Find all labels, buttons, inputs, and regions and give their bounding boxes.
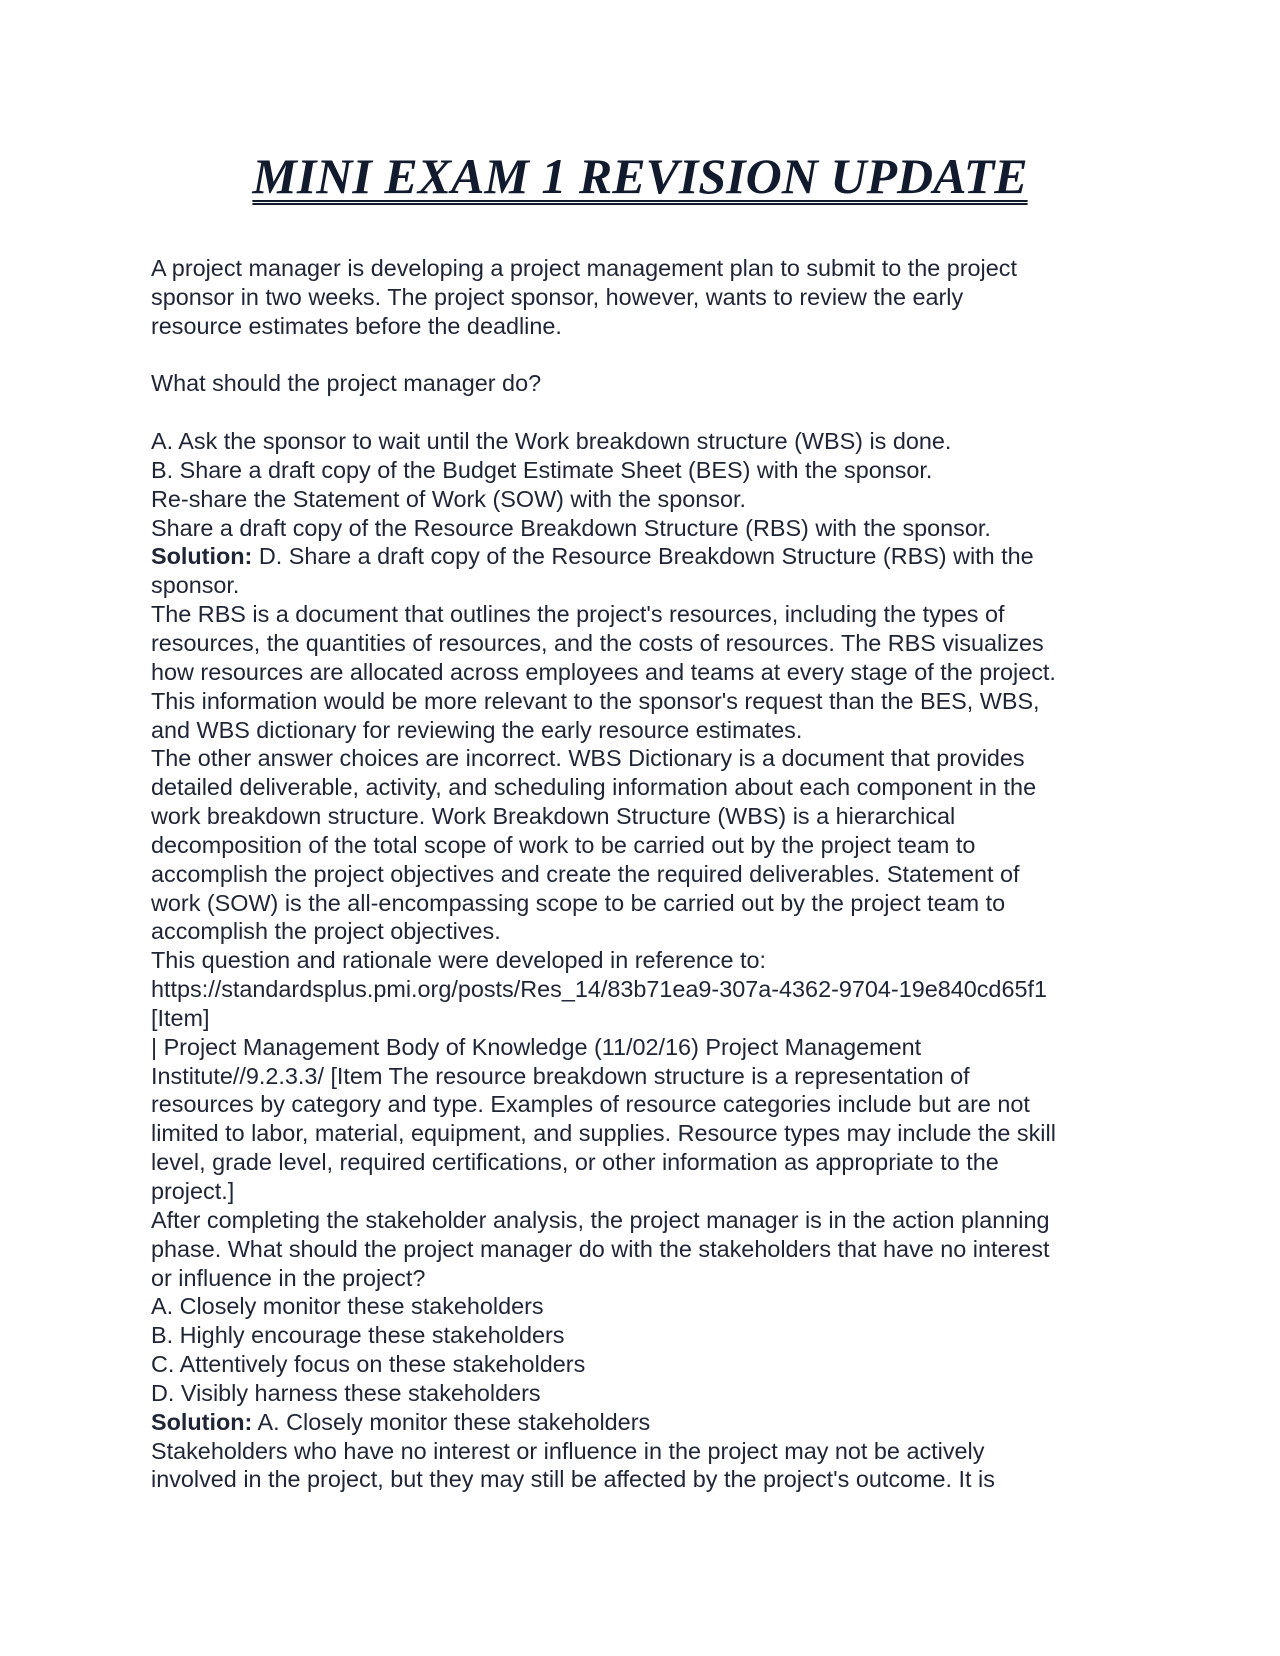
spacer bbox=[151, 398, 1131, 427]
q1-solution-cont: sponsor. bbox=[151, 572, 240, 599]
q1-solution-label: Solution: bbox=[151, 543, 253, 570]
q1-option: Share a draft copy of the Resource Breakdown Structure (RBS) with the sponsor. bbox=[151, 514, 991, 541]
q1-explanation-line: level, grade level, required certifications, or other information as appropriate to the bbox=[151, 1149, 999, 1176]
q2-explanation-line: involved in the project, but they may still be affected by the project's outcome. It is bbox=[151, 1466, 995, 1493]
q1-explanation-line: work breakdown structure. Work Breakdown Structure (WBS) is a hierarchical bbox=[151, 803, 956, 830]
q1-explanation-line: how resources are allocated across employees and teams at every stage of the project. bbox=[151, 658, 1056, 685]
q1-explanation-line: limited to labor, material, equipment, and supplies. Resource types may include the skill bbox=[151, 1120, 1056, 1147]
q1-option: Re-share the Statement of Work (SOW) with the sponsor. bbox=[151, 485, 746, 512]
q2-question-line: After completing the stakeholder analysis, the project manager is in the action planning bbox=[151, 1206, 1050, 1233]
q2-solution-label: Solution: bbox=[151, 1408, 253, 1435]
q1-intro-line: resource estimates before the deadline. bbox=[151, 312, 562, 339]
q1-intro-line: sponsor in two weeks. The project sponsor, however, wants to review the early bbox=[151, 283, 964, 310]
q1-explanation-line: The RBS is a document that outlines the project's resources, including the types of bbox=[151, 601, 1005, 628]
q2-option: D. Visibly harness these stakeholders bbox=[151, 1379, 541, 1406]
q1-explanation-line: detailed deliverable, activity, and scheduling information about each component in the bbox=[151, 774, 1037, 801]
q1-explanation-line: [Item] bbox=[151, 1004, 210, 1031]
q2-solution bbox=[151, 1408, 1131, 1437]
q1-explanation-line: This information would be more relevant to the sponsor's request than the BES, WBS, bbox=[151, 687, 1040, 714]
q2-explanation-line: Stakeholders who have no interest or influence in the project may not be actively bbox=[151, 1437, 985, 1464]
spacer bbox=[151, 341, 1131, 370]
q1-explanation-line: decomposition of the total scope of work to be carried out by the project team to bbox=[151, 831, 976, 858]
q1-explanation-line: | Project Management Body of Knowledge (11/02/16) Project Management bbox=[151, 1033, 922, 1060]
q2-question-line: or influence in the project? bbox=[151, 1264, 426, 1291]
q1-explanation-line: accomplish the project objectives. bbox=[151, 918, 501, 945]
document-body bbox=[151, 254, 1131, 1494]
reference-link: https://standardsplus.pmi.org/posts/Res_14/83b71ea9-307a-4362-9704-19e840cd65f1 bbox=[151, 976, 1047, 1003]
q2-option: B. Highly encourage these stakeholders bbox=[151, 1322, 565, 1349]
q1-explanation-line: project.] bbox=[151, 1178, 235, 1204]
q1-option: A. Ask the sponsor to wait until the Work breakdown structure (WBS) is done. bbox=[151, 428, 952, 455]
q1-explanation-line: This question and rationale were developed in reference to: bbox=[151, 947, 767, 974]
q1-option: B. Share a draft copy of the Budget Estimate Sheet (BES) with the sponsor. bbox=[151, 456, 933, 483]
q2-option: A. Closely monitor these stakeholders bbox=[151, 1293, 544, 1320]
q1-explanation-line: accomplish the project objectives and create the required deliverables. Statement of bbox=[151, 860, 1020, 887]
q2-question-line: phase. What should the project manager do with the stakeholders that have no interest bbox=[151, 1235, 1050, 1262]
q1-explanation-line: resources by category and type. Examples of resource categories include but are not bbox=[151, 1091, 1030, 1118]
q2-option: C. Attentively focus on these stakeholders bbox=[151, 1351, 586, 1378]
q1-solution bbox=[151, 542, 1131, 571]
q1-question: What should the project manager do? bbox=[151, 370, 542, 397]
q1-explanation-line: and WBS dictionary for reviewing the early resource estimates. bbox=[151, 716, 803, 743]
q1-explanation-line: resources, the quantities of resources, and the costs of resources. The RBS visualizes bbox=[151, 629, 1044, 656]
q1-intro-line: A project manager is developing a project management plan to submit to the project bbox=[151, 255, 1017, 281]
q1-explanation-line: Institute//9.2.3.3/ [Item The resource breakdown structure is a representation of bbox=[151, 1062, 970, 1089]
q1-solution-text: D. Share a draft copy of the Resource Breakdown Structure (RBS) with the bbox=[252, 543, 1034, 570]
q1-explanation-line: work (SOW) is the all-encompassing scope to be carried out by the project team to bbox=[151, 889, 1006, 916]
q1-explanation-line: The other answer choices are incorrect. WBS Dictionary is a document that provides bbox=[151, 745, 1025, 772]
q2-solution-text: A. Closely monitor these stakeholders bbox=[252, 1408, 651, 1435]
document-title: MINI EXAM 1 REVISION UPDATE bbox=[252, 148, 1028, 204]
